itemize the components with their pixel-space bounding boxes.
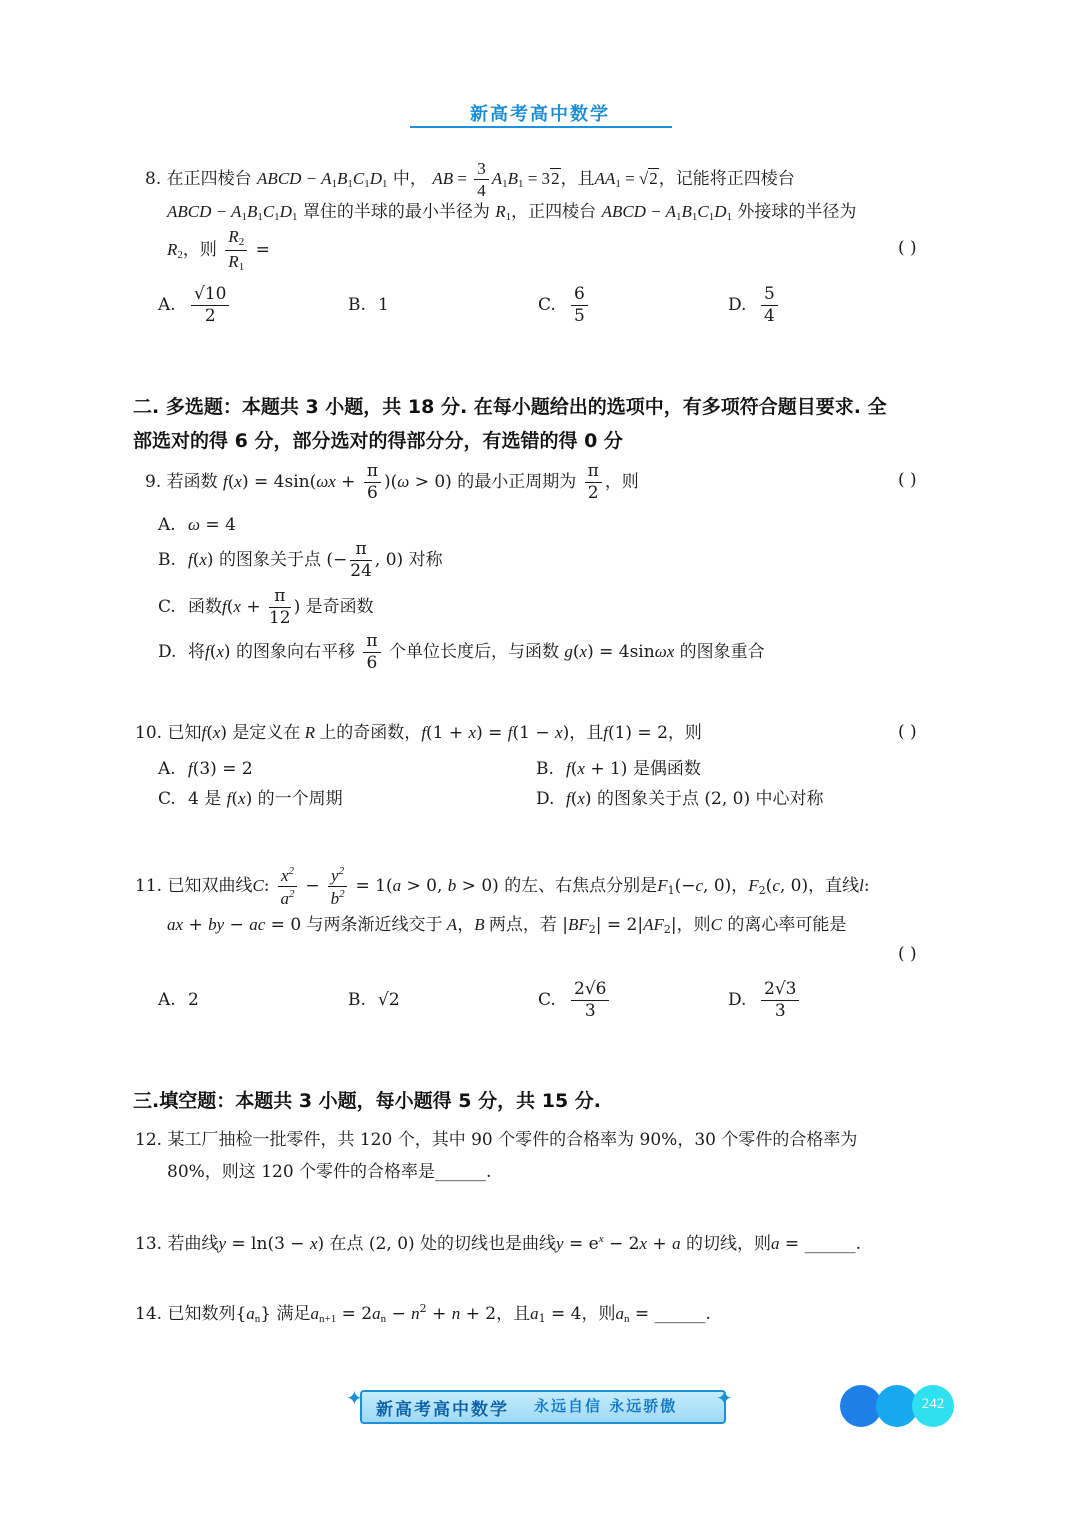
q9-option-b[interactable]: B. f(x) 的图象关于点 (− $\frac{\pi}{24}$ , 0) 对称 [158, 538, 443, 581]
header-title: 新高考高中数学 [470, 104, 610, 125]
question-8-options [158, 283, 878, 327]
q9-option-a[interactable]: A. ω = 4 [158, 515, 236, 535]
question-13: 13. 若曲线y = ln(3 − x) 在点 (2, 0) 处的切线也是曲线$y = e^x - 2x + a$ 的切线，则a = ______. [135, 1233, 861, 1254]
question-8-line1: 8. 在正四棱台 ABCD − $A_1B_1C_1D_1$ 中， AB = $\frac{3}{4}$ $A_1B_1 = 32$，且$AA_1 = √2$，记能将正四棱台 [145, 159, 795, 200]
q10-option-a[interactable]: A. f(3) = 2 [158, 759, 253, 779]
question-11-line2: ax + by − ac = 0 与两条渐近线交于 A，B 两点，若 $|BF_2| = 2|AF_2|$，则C 的离心率可能是 [167, 915, 847, 936]
answer-paren: ( ) [898, 470, 917, 490]
blank-answer-14[interactable]: ______. [654, 1304, 711, 1324]
q9-option-c[interactable]: C. 函数f(x + $\frac{\pi}{12}$ ) 是奇函数 [158, 585, 374, 628]
option-d[interactable]: D. $\frac{2√3}{3}$ [728, 978, 878, 1022]
section-2-heading: 二. 多选题：本题共 3 小题，共 18 分. 在每小题给出的选项中，有多项符合题目要求. 全 部选对的得 6 分，部分选对的得部分分，有选错的得 0 分 [133, 396, 887, 452]
option-c[interactable]: C. $\frac{2√6}{3}$ [538, 978, 728, 1022]
q10-option-c[interactable]: C. 4 是 f(x) 的一个周期 [158, 789, 343, 809]
page-number: 242 [921, 1396, 945, 1412]
question-8-line3: $R_2$，则 $\frac{R_2}{R_1}$ = [167, 227, 270, 273]
answer-paren: ( ) [898, 238, 917, 258]
question-12: 12. 某工厂抽检一批零件，共 120 个，其中 90 个零件的合格率为 90%，30 个零件的合格率为 80%，则这 120 个零件的合格率是______. [135, 1130, 858, 1182]
q10-option-b[interactable]: B. f(x + 1) 是偶函数 [536, 759, 701, 779]
footer-slogan-sub: 永远自信 永远骄傲 [534, 1397, 678, 1415]
blank-answer-13[interactable]: ______. [804, 1234, 861, 1254]
question-11-line1: 11. 已知双曲线C: $\frac{x^2}{a^2}$ − $\frac{y^2}{b^2}$ = 1(a > 0, b > 0) 的左、右焦点分别是$F_1(-c$, 0)，$F_2(c$, 0)，直线l: [135, 864, 870, 908]
option-d[interactable]: D. $\frac{5}{4}$ [728, 283, 878, 327]
question-11-options [158, 978, 878, 1022]
option-b[interactable]: B. 1 [348, 295, 389, 315]
star-icon: ✦ [716, 1386, 733, 1410]
question-8-line2: ABCD − $A_1B_1C_1D_1$ 罩住的半球的最小半径为 $R_1$，正四棱台 ABCD − $A_1B_1C_1D_1$ 外接球的半径为 [167, 202, 857, 223]
question-10-stem: 10. 已知f(x) 是定义在 R 上的奇函数，f(1 + x) = f(1 − x)，且f(1) = 2，则 [135, 723, 702, 743]
answer-paren: ( ) [898, 722, 917, 742]
footer-banner [346, 1384, 736, 1426]
option-a[interactable]: A. 2 [158, 990, 199, 1010]
section-3-heading: 三.填空题：本题共 3 小题，每小题得 5 分，共 15 分. [133, 1090, 602, 1112]
header-divider [410, 126, 672, 128]
option-c[interactable]: C. $\frac{6}{5}$ [538, 283, 728, 327]
question-14: 14. 已知数列$\{a_n\}$ 满足$a_{n+1} = 2a_n - n^2 + n + 2$，且$a_1 = 4$，则$a_n$ = ______. [135, 1302, 711, 1325]
answer-paren: ( ) [898, 944, 917, 964]
q9-option-d[interactable]: D. 将f(x) 的图象向右平移 $\frac{\pi}{6}$ 个单位长度后，与函数 g(x) = 4sinωx 的图象重合 [158, 630, 765, 673]
question-number: 8. [145, 168, 162, 189]
footer-slogan-main: 新高考高中数学 [376, 1400, 509, 1420]
star-icon: ✦ [346, 1386, 363, 1410]
question-9-stem: 9. 若函数 f(x) = 4sin(ωx + $\frac{\pi}{6}$ )(ω > 0) 的最小正周期为 $\frac{\pi}{2}$ ，则 [145, 460, 639, 503]
q10-option-d[interactable]: D. f(x) 的图象关于点 (2, 0) 中心对称 [536, 789, 824, 809]
option-a[interactable]: A. $\frac{√10}{2}$ [158, 283, 348, 327]
option-b[interactable]: B. √2 [348, 990, 400, 1010]
